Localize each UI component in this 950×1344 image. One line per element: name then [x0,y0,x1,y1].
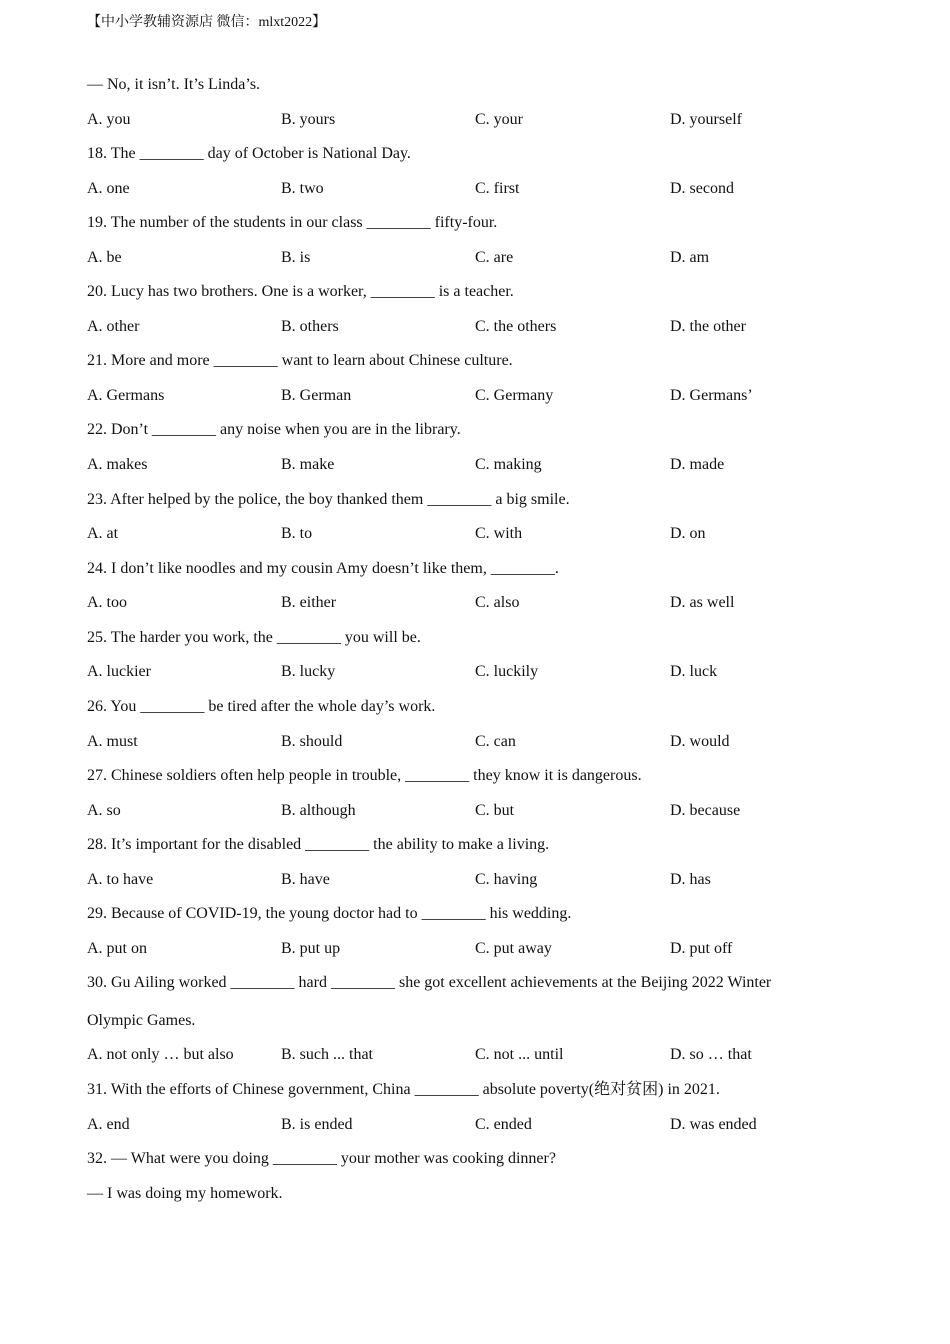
question-18: 18. The ________ day of October is National Day. [87,145,411,162]
question-30-continued: Olympic Games. [87,1012,196,1029]
option-c: C. can [475,733,516,750]
option-a: A. makes [87,456,148,473]
option-b: B. to [281,525,313,542]
option-c: C. first [475,180,520,197]
option-c: C. making [475,456,542,473]
option-a: A. put on [87,940,147,957]
option-b: B. although [281,802,356,819]
dialogue-line: — No, it isn’t. It’s Linda’s. [87,76,261,93]
q23-options [87,523,867,545]
question-23: 23. After helped by the police, the boy thanked them ________ a big smile. [87,491,570,508]
option-a: A. so [87,802,121,819]
q28-options [87,869,867,891]
option-c: C. your [475,111,523,128]
q18-options [87,178,867,200]
option-b: B. two [281,180,324,197]
option-a: A. one [87,180,130,197]
option-d: D. the other [670,318,746,335]
option-b: B. should [281,733,343,750]
option-b: B. others [281,318,339,335]
option-d: D. Germans’ [670,387,753,404]
option-d: D. was ended [670,1116,757,1133]
option-d: D. so … that [670,1046,752,1063]
option-a: A. be [87,249,122,266]
q19-options [87,247,867,269]
q24-options [87,592,867,614]
option-c: C. ended [475,1116,532,1133]
option-a: A. other [87,318,140,335]
question-22: 22. Don’t ________ any noise when you are in the library. [87,421,461,438]
option-b: B. is [281,249,311,266]
question-30: 30. Gu Ailing worked ________ hard ________ she got excellent achievements at the Beijing 2022 Winter [87,974,772,991]
q26-options [87,731,867,753]
option-b: B. such ... that [281,1046,373,1063]
option-a: A. at [87,525,119,542]
question-19: 19. The number of the students in our class ________ fifty-four. [87,214,498,231]
option-a: A. end [87,1116,130,1133]
option-d: D. am [670,249,710,266]
option-d: D. because [670,802,741,819]
q25-options [87,661,867,683]
option-b: B. is ended [281,1116,353,1133]
option-b: B. lucky [281,663,336,680]
option-d: D. on [670,525,706,542]
option-d: D. luck [670,663,718,680]
question-25: 25. The harder you work, the ________ you will be. [87,629,421,646]
question-28: 28. It’s important for the disabled ________ the ability to make a living. [87,836,550,853]
option-d: D. as well [670,594,735,611]
option-c: C. having [475,871,538,888]
question-32: 32. — What were you doing ________ your mother was cooking dinner? [87,1150,556,1167]
q29-options [87,938,867,960]
option-b: B. make [281,456,335,473]
option-d: D. would [670,733,730,750]
option-c: C. luckily [475,663,539,680]
option-c: C. Germany [475,387,554,404]
option-c: C. the others [475,318,557,335]
q22-options [87,454,867,476]
option-c: C. put away [475,940,552,957]
option-c: C. with [475,525,523,542]
option-d: D. yourself [670,111,742,128]
option-a: A. to have [87,871,154,888]
option-a: A. must [87,733,138,750]
option-b: B. either [281,594,337,611]
question-26: 26. You ________ be tired after the whole day’s work. [87,698,436,715]
q27-options [87,800,867,822]
q21-options [87,385,867,407]
page-header: 【中小学教辅资源店 微信：mlxt2022】 [87,15,327,30]
q17-options [87,109,867,131]
option-b: B. yours [281,111,336,128]
option-d: D. made [670,456,725,473]
q30-options [87,1044,867,1066]
option-a: A. too [87,594,127,611]
q20-options [87,316,867,338]
option-b: B. German [281,387,352,404]
option-a: A. luckier [87,663,151,680]
option-d: D. put off [670,940,733,957]
option-c: C. but [475,802,515,819]
dialogue-line: — I was doing my homework. [87,1185,283,1202]
option-c: C. are [475,249,514,266]
question-29: 29. Because of COVID-19, the young doctor had to ________ his wedding. [87,905,572,922]
option-c: C. also [475,594,520,611]
option-c: C. not ... until [475,1046,564,1063]
question-20: 20. Lucy has two brothers. One is a worker, ________ is a teacher. [87,283,514,300]
option-a: A. not only … but also [87,1046,234,1063]
option-a: A. Germans [87,387,165,404]
q31-options [87,1114,867,1136]
option-d: D. second [670,180,734,197]
question-27: 27. Chinese soldiers often help people in trouble, ________ they know it is dangerous. [87,767,642,784]
question-24: 24. I don’t like noodles and my cousin Amy doesn’t like them, ________. [87,560,559,577]
option-a: A. you [87,111,131,128]
question-21: 21. More and more ________ want to learn about Chinese culture. [87,352,513,369]
question-31: 31. With the efforts of Chinese government, China ________ absolute poverty(绝对贫困) in 2021. [87,1081,720,1098]
option-b: B. put up [281,940,341,957]
option-b: B. have [281,871,330,888]
option-d: D. has [670,871,711,888]
